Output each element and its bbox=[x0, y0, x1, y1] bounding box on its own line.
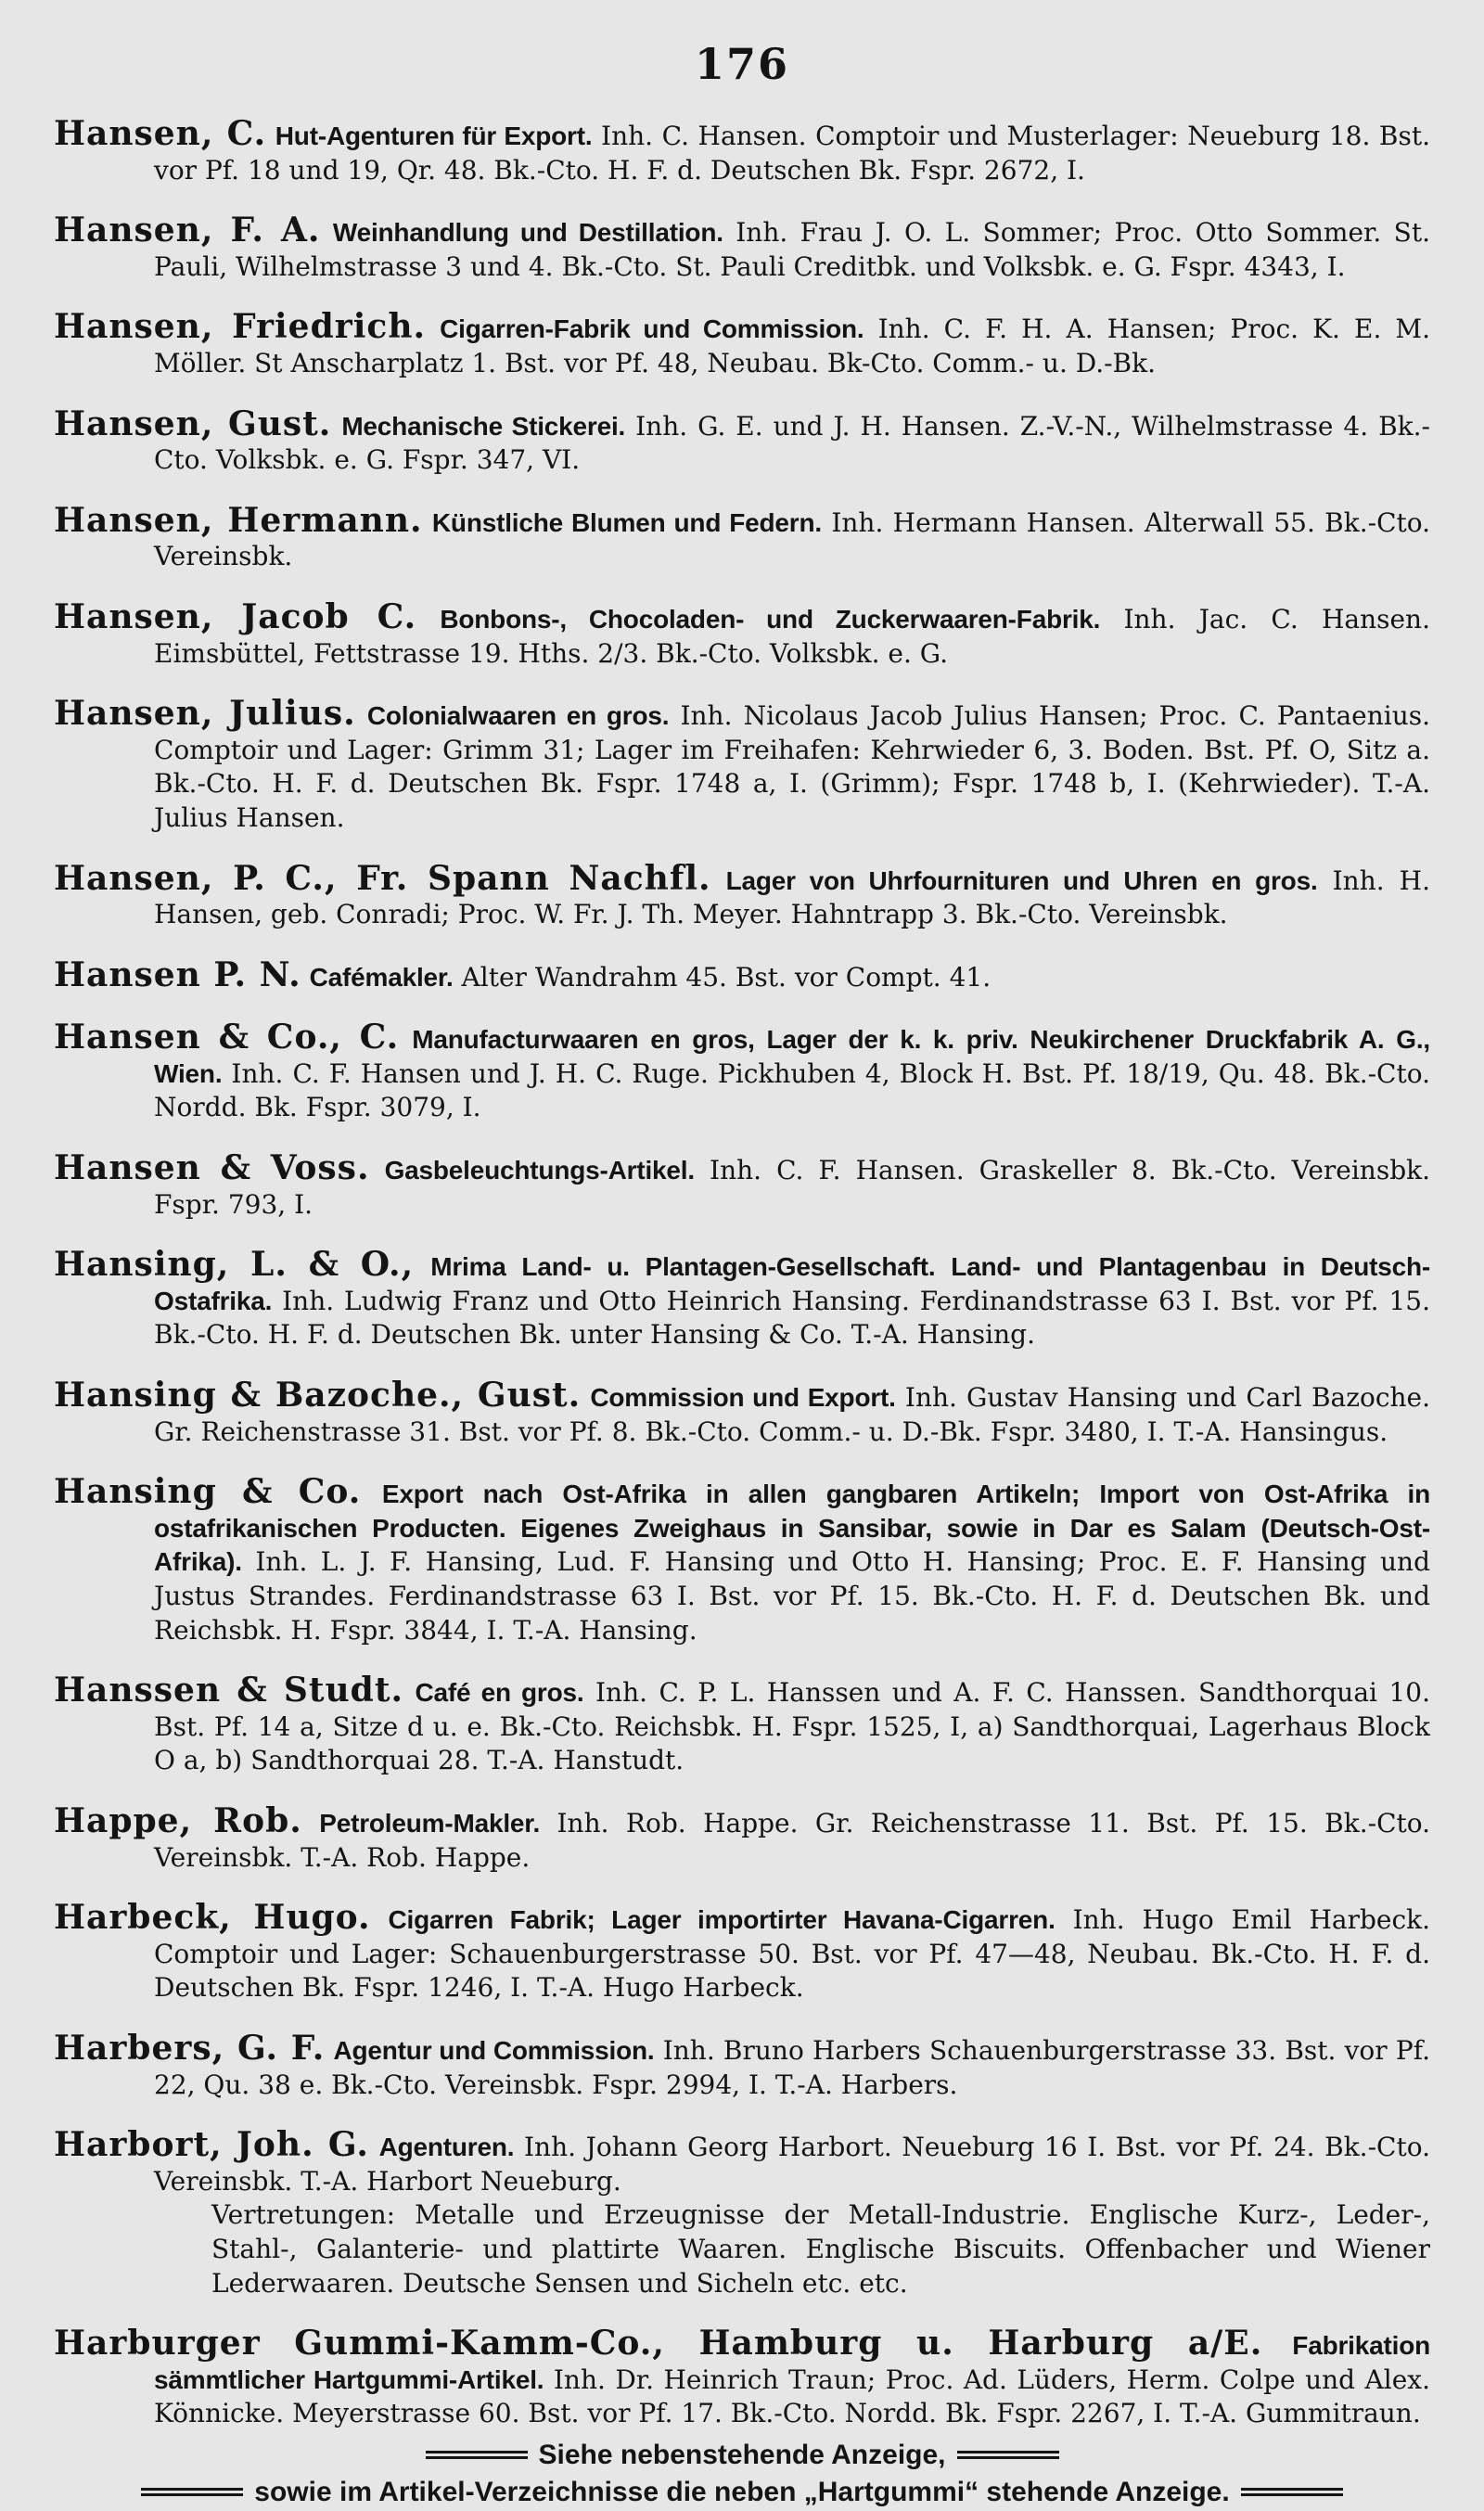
business-description: Café en gros. bbox=[415, 1678, 584, 1708]
entry-details: Inh. Nicolaus Jacob Julius Hansen; Proc. C. Pantaenius. Comptoir und Lager: Grimm 31; Lager im Freihafen: Kehrwieder 6, 3. Boden. Bst. Pf. O, Sitz a. Bk.-Cto. H. F. d. Deutschen Bk. Fspr. 1748 a, I. (Grimm); Fspr. 1748 b, I. (Kehrwieder). T.-A. Julius Hansen. bbox=[154, 700, 1431, 833]
directory-entry bbox=[54, 1245, 1430, 1352]
firm-name: Hansen & Voss. bbox=[54, 1148, 370, 1188]
entry-details: Inh. H. Hansen, geb. Conradi; Proc. W. Fr. J. Th. Meyer. Hahntrapp 3. Bk.-Cto. Vereinsbk. bbox=[154, 865, 1430, 930]
business-description: Agentur und Commission. bbox=[333, 2035, 655, 2065]
directory-entry bbox=[54, 1472, 1431, 1647]
firm-name: Hansing, L. & O., bbox=[54, 1245, 415, 1285]
entry-details: Inh. C. Hansen. Comptoir und Musterlager: Neueburg 18. Bst. vor Pf. 18 und 19, Qr. 48. Bk.-Cto. H. F. d. Deutschen Bk. Fspr. 2672, I. bbox=[154, 121, 1431, 186]
firm-name: Happe, Rob. bbox=[54, 1800, 302, 1840]
firm-name: Hansen P. N. bbox=[54, 954, 301, 994]
advertisement-note-text-2: sowie im Artikel-Verzeichnisse die neben „Hartgummi“ stehende Anzeige. bbox=[254, 2476, 1230, 2507]
double-rule-left-2 bbox=[141, 2488, 243, 2496]
directory-entry bbox=[54, 307, 1431, 380]
directory-entry bbox=[54, 114, 1431, 187]
directory-entry bbox=[54, 2028, 1430, 2102]
business-description: Weinhandlung und Destillation. bbox=[332, 218, 723, 248]
entry-details: Inh. Dr. Heinrich Traun; Proc. Ad. Lüders, Herm. Colpe und Alex. Könnicke. Meyerstrasse 60. Bst. vor Pf. 17. Bk.-Cto. Nordd. Bk. Fspr. 2267, I. T.-A. Gummitraun. bbox=[154, 2364, 1430, 2429]
entry-list bbox=[54, 114, 1431, 2431]
directory-entry bbox=[54, 694, 1431, 835]
directory-entry bbox=[54, 1800, 1431, 1875]
directory-entry bbox=[54, 954, 1430, 995]
directory-entry bbox=[54, 1673, 1430, 1778]
entry-details: Inh. Hugo Emil Harbeck. Comptoir und Lager: Schauenburgerstrasse 50. Bst. vor Pf. 47—48, Neubau. Bk.-Cto. H. F. d. Deutschen Bk. Fspr. 1246, I. T.-A. Hugo Harbeck. bbox=[154, 1904, 1431, 2004]
firm-name: Hanssen & Studt. bbox=[54, 1671, 404, 1710]
business-description: Colonialwaaren en gros. bbox=[366, 701, 670, 731]
double-rule-right bbox=[957, 2451, 1059, 2459]
business-description: Export nach Ost-Afrika in allen gangbaren Artikeln; Import von Ost-Afrika in ostafrikanischen Producten. Eigenes Zweighaus in Sansibar, sowie in Dar es Salam (Deutsch-Ost-Afrika). bbox=[154, 1480, 1431, 1577]
advertisement-note-text-1: Siehe nebenstehende Anzeige, bbox=[538, 2439, 946, 2470]
directory-entry bbox=[54, 1898, 1431, 2005]
entry-details: Inh. C. P. L. Hanssen und A. F. C. Hanssen. Sandthorquai 10. Bst. Pf. 14 a, Sitze d u. e. Bk.-Cto. Reichsbk. H. Fspr. 1525, I, a) Sandthorquai, Lagerhaus Block O a, b) Sandthorquai 28. T.-A. Hanstudt. bbox=[154, 1677, 1431, 1776]
firm-name: Hansen, P. C., Fr. Spann Nachfl. bbox=[54, 858, 711, 898]
directory-entry bbox=[54, 2125, 1430, 2300]
firm-name: Harbers, G. F. bbox=[54, 2028, 326, 2068]
business-description: Gasbeleuchtungs-Artikel. bbox=[384, 1156, 695, 1185]
directory-entry bbox=[54, 1020, 1430, 1125]
page-number: 176 bbox=[694, 39, 790, 89]
entry-details: Inh. C. F. Hansen und J. H. C. Ruge. Pickhuben 4, Block H. Bst. Pf. 18/19, Qu. 48. Bk.-Cto. Nordd. Bk. Fspr. 3079, I. bbox=[154, 1057, 1431, 1123]
entry-details: Inh. G. E. und J. H. Hansen. Z.-V.-N., Wilhelmstrasse 4. Bk.-Cto. Volksbk. e. G. Fspr. 347, VI. bbox=[154, 410, 1430, 476]
firm-name: Hansen, C. bbox=[54, 114, 267, 153]
business-description: Fabrikation sämmtlicher Hartgummi-Artikel. bbox=[154, 2331, 1431, 2394]
entry-details: Inh. Hermann Hansen. Alterwall 55. Bk.-Cto. Vereinsbk. bbox=[154, 506, 1431, 572]
business-description: Mrima Land- u. Plantagen-Gesellschaft. Land- und Plantagenbau in Deutsch-Ostafrika. bbox=[154, 1252, 1430, 1315]
entry-details: Inh. Jac. C. Hansen. Eimsbüttel, Fettstrasse 19. Hths. 2/3. Bk.-Cto. Volksbk. e. G. bbox=[154, 603, 1430, 669]
entry-details: Inh. Bruno Harbers Schauenburgerstrasse 33. Bst. vor Pf. 22, Qu. 38 e. Bk.-Cto. Vereinsbk. Fspr. 2994, I. T.-A. Harbers. bbox=[154, 2034, 1430, 2100]
entry-details: Inh. C. F. H. A. Hansen; Proc. K. E. M. Möller. St Anscharplatz 1. Bst. vor Pf. 48, Neubau. Bk-Cto. Comm.- u. D.-Bk. bbox=[154, 314, 1431, 378]
directory-entry bbox=[54, 500, 1431, 574]
firm-name: Hansen, Gust. bbox=[54, 404, 332, 443]
directory-entry bbox=[54, 404, 1430, 478]
business-description: Commission und Export. bbox=[590, 1383, 896, 1413]
firm-name: Harbort, Joh. G. bbox=[54, 2125, 369, 2165]
advertisement-note-line-2 bbox=[54, 2474, 1430, 2511]
double-rule-right-2 bbox=[1241, 2488, 1343, 2496]
business-description: Agenturen. bbox=[378, 2133, 515, 2162]
directory-entry bbox=[54, 2326, 1430, 2431]
entry-details: Inh. Johann Georg Harbort. Neueburg 16 I. Bst. vor Pf. 24. Bk.-Cto. Vereinsbk. T.-A. Harbort Neueburg. bbox=[154, 2132, 1430, 2197]
business-description: Petroleum-Makler. bbox=[319, 1808, 541, 1838]
directory-entry bbox=[54, 858, 1430, 932]
firm-name: Harbeck, Hugo. bbox=[54, 1898, 371, 1938]
double-rule-left bbox=[426, 2451, 528, 2459]
entry-details: Inh. Rob. Happe. Gr. Reichenstrasse 11. Bst. Pf. 15. Bk.-Cto. Vereinsbk. T.-A. Rob. Happe. bbox=[154, 1807, 1431, 1873]
business-description: Mechanische Stickerei. bbox=[341, 411, 626, 441]
firm-name: Hansen, F. A. bbox=[54, 211, 321, 250]
firm-name: Hansing & Co. bbox=[54, 1472, 362, 1512]
entry-details: Inh. L. J. F. Hansing, Lud. F. Hansing und Otto H. Hansing; Proc. E. F. Hansing und Justus Strandes. Ferdinandstrasse 63 I. Bst. vor Pf. 15. Bk.-Cto. H. F. d. Deutschen Bk. und Reichsbk. H. Fspr. 3844, I. T.-A. Hansing. bbox=[154, 1546, 1430, 1646]
entry-details: Inh. C. F. Hansen. Graskeller 8. Bk.-Cto. Vereinsbk. Fspr. 793, I. bbox=[154, 1155, 1430, 1220]
entry-details: Inh. Gustav Hansing und Carl Bazoche. Gr. Reichenstrasse 31. Bst. vor Pf. 8. Bk.-Cto. Comm.- u. D.-Bk. Fspr. 3480, I. T.-A. Hansingus. bbox=[154, 1382, 1431, 1447]
business-description: Künstliche Blumen und Federn. bbox=[431, 507, 822, 537]
firm-name: Hansen, Hermann. bbox=[54, 500, 423, 540]
business-description: Hut-Agenturen für Export. bbox=[275, 122, 593, 150]
entry-details: Inh. Frau J. O. L. Sommer; Proc. Otto Sommer. St. Pauli, Wilhelmstrasse 3 und 4. Bk.-Cto. St. Pauli Creditbk. und Volksbk. e. G. Fspr. 4343, I. bbox=[154, 217, 1430, 282]
firm-name: Hansen, Friedrich. bbox=[54, 307, 427, 347]
business-description: Cigarren-Fabrik und Commission. bbox=[440, 314, 864, 344]
advertisement-note-line-1 bbox=[54, 2437, 1430, 2474]
firm-name: Hansen, Julius. bbox=[54, 694, 356, 734]
business-description: Cafémakler. bbox=[309, 962, 454, 992]
directory-entry bbox=[54, 213, 1430, 284]
business-description: Lager von Uhrfournituren und Uhren en gros. bbox=[725, 865, 1318, 895]
representations-note: Vertretungen: Metalle und Erzeugnisse der Metall-Industrie. Englische Kurz-, Leder-, Stahl-, Galanterie- und plattirte Waaren. Englische Biscuits. Offenbacher und Wiener Lederwaaren. Deutsche Sensen und Sicheln etc. etc. bbox=[211, 2199, 1430, 2299]
directory-entry bbox=[54, 596, 1430, 671]
directory-entry bbox=[54, 1378, 1430, 1449]
firm-name: Harburger Gummi-Kamm-Co., Hamburg u. Harburg a/E. bbox=[54, 2324, 1263, 2364]
advertisement-note bbox=[54, 2437, 1430, 2511]
business-description: Cigarren Fabrik; Lager importirter Havana-Cigarren. bbox=[388, 1905, 1055, 1935]
business-description: Manufacturwaaren en gros, Lager der k. k. priv. Neukirchener Druckfabrik A. G., Wien. bbox=[154, 1025, 1430, 1088]
entry-details: Alter Wandrahm 45. Bst. vor Compt. 41. bbox=[461, 961, 991, 993]
business-description: Bonbons-, Chocoladen- und Zuckerwaaren-Fabrik. bbox=[440, 604, 1101, 634]
firm-name: Hansen & Co., C. bbox=[54, 1018, 400, 1057]
firm-name: Hansen, Jacob C. bbox=[54, 596, 417, 636]
firm-name: Hansing & Bazoche., Gust. bbox=[54, 1376, 582, 1416]
directory-entry bbox=[54, 1148, 1430, 1222]
entry-details: Inh. Ludwig Franz und Otto Heinrich Hansing. Ferdinandstrasse 63 I. Bst. vor Pf. 15. Bk.-Cto. H. F. d. Deutschen Bk. unter Hansing & Co. T.-A. Hansing. bbox=[154, 1285, 1430, 1351]
